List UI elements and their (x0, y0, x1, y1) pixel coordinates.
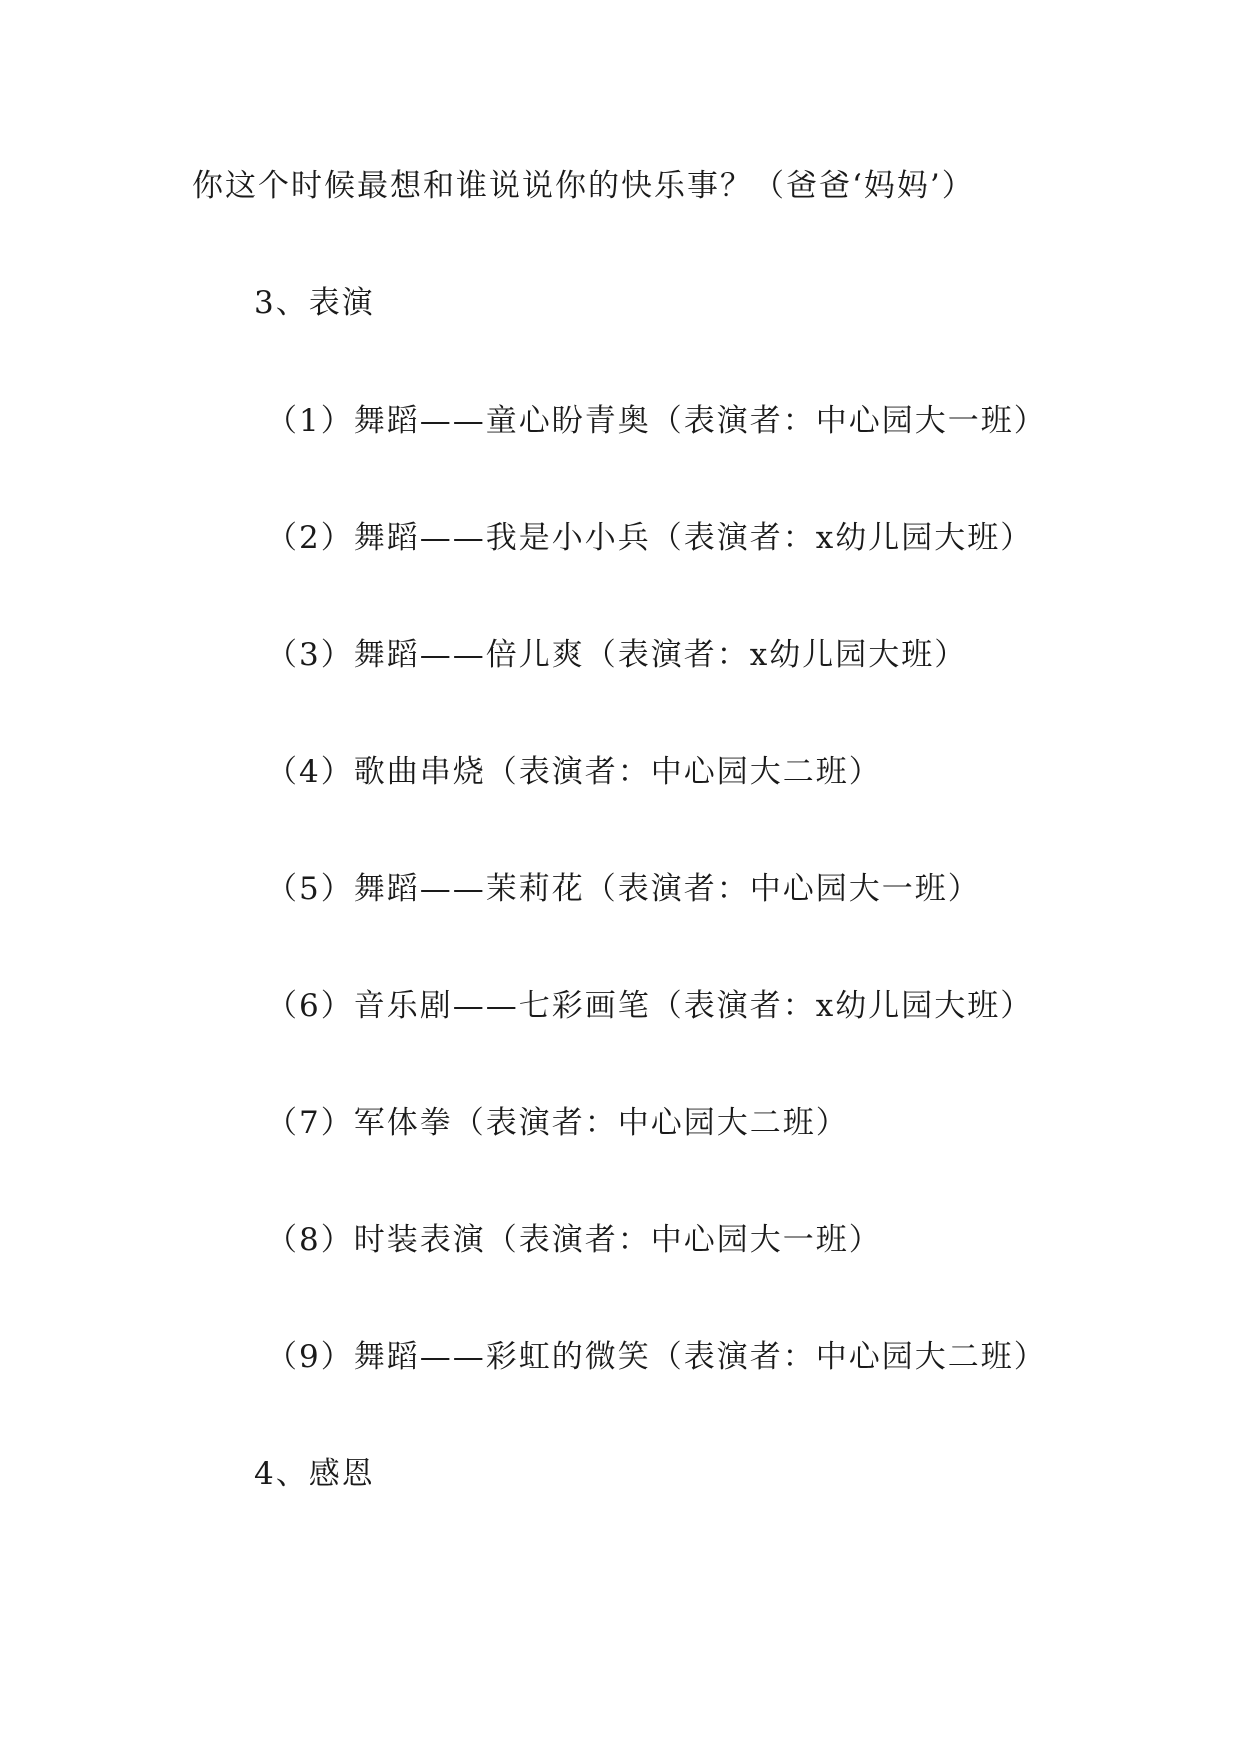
performance-item-4: （4）歌曲串烧（表演者：中心园大二班） (266, 754, 882, 790)
performance-item-7: （7）军体拳（表演者：中心园大二班） (266, 1105, 849, 1141)
performance-item-9: （9）舞蹈——彩虹的微笑（表演者：中心园大二班） (266, 1339, 1047, 1375)
performance-item-8: （8）时装表演（表演者：中心园大一班） (266, 1222, 882, 1258)
section-4-heading: 4、感恩 (254, 1456, 375, 1492)
performance-item-6: （6）音乐剧——七彩画笔（表演者：x幼儿园大班） (266, 988, 1034, 1024)
section-3-heading: 3、表演 (254, 285, 375, 321)
performance-item-5: （5）舞蹈——茉莉花（表演者：中心园大一班） (266, 871, 981, 907)
performance-item-2: （2）舞蹈——我是小小兵（表演者：x幼儿园大班） (266, 520, 1034, 556)
performance-item-1: （1）舞蹈——童心盼青奥（表演者：中心园大一班） (266, 403, 1047, 439)
performance-item-3: （3）舞蹈——倍儿爽（表演者：x幼儿园大班） (266, 637, 968, 673)
intro-question: 你这个时候最想和谁说说你的快乐事？（爸爸‘妈妈’） (192, 168, 975, 204)
